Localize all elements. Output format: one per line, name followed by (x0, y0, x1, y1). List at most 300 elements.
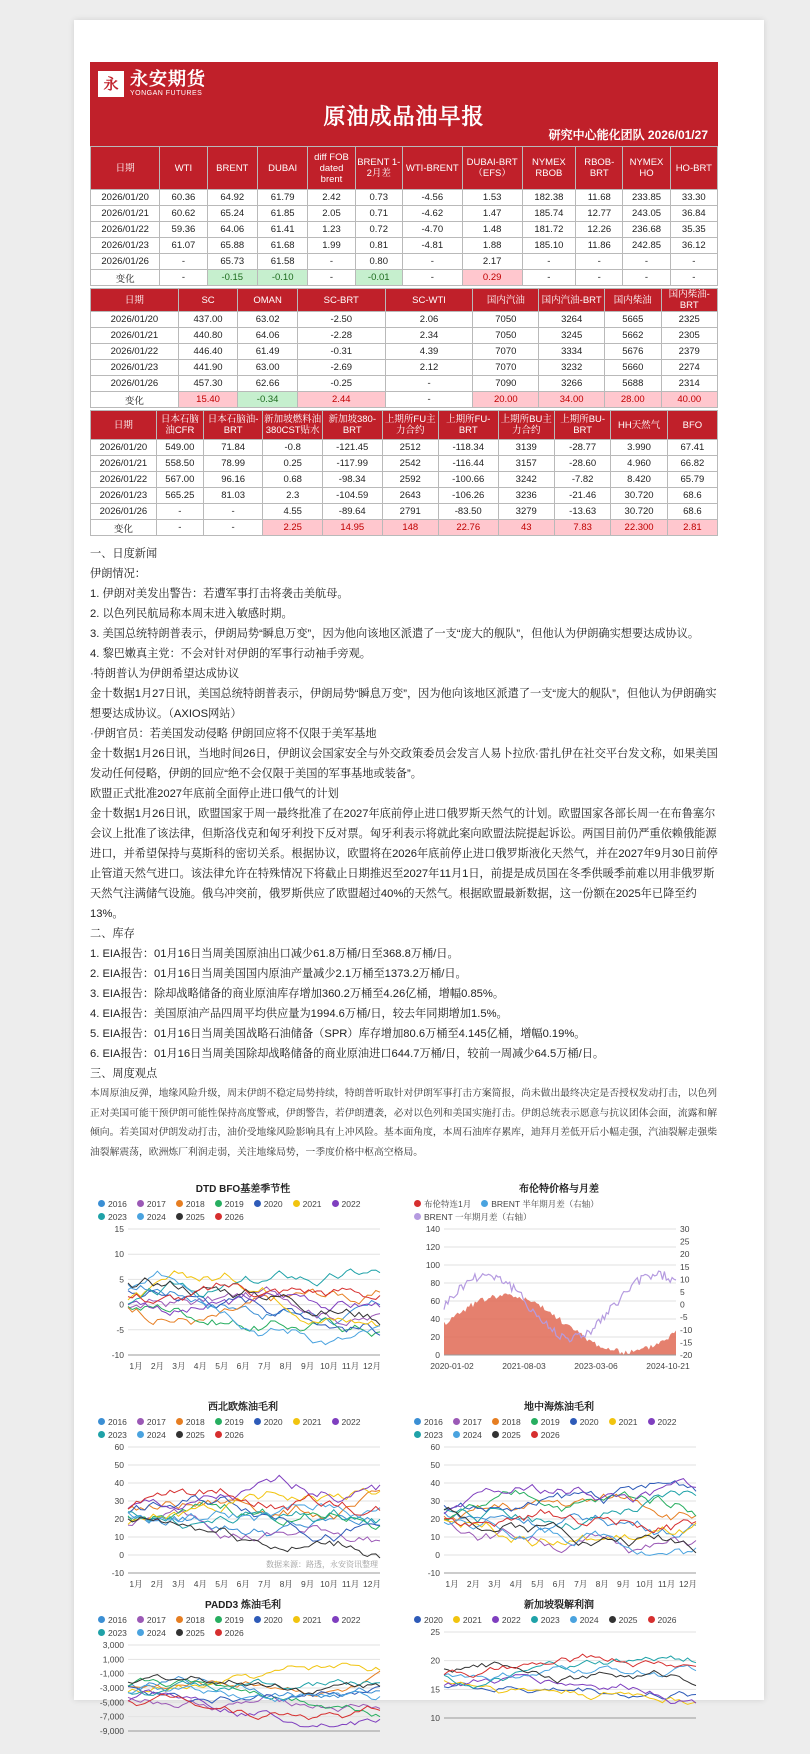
table-cell: 1.88 (462, 238, 522, 254)
change-cell: - (522, 270, 576, 286)
table-cell: 2026/01/26 (91, 376, 179, 392)
domestic-price-table (90, 288, 718, 408)
table-cell: 446.40 (178, 344, 238, 360)
table-cell: 2314 (661, 376, 718, 392)
legend-label: 2016 (108, 1614, 127, 1625)
table-cell: 2.42 (308, 190, 355, 206)
news-section (90, 544, 718, 1162)
table-cell: 2026/01/23 (91, 360, 179, 376)
y-tick-label: 40 (114, 1478, 124, 1488)
column-header: 日本石脑油CFR (156, 411, 203, 440)
legend-swatch (176, 1418, 183, 1425)
chart-source-note: 数据来源：路透，永安资讯整理 (266, 1560, 378, 1569)
x-tick-label: 8月 (595, 1579, 609, 1589)
legend-item (293, 1197, 322, 1210)
table-cell: 7050 (473, 328, 539, 344)
x-tick-label: 3月 (172, 1579, 186, 1589)
y-right-tick-label: 30 (680, 1224, 690, 1234)
x-tick-label: 2月 (466, 1579, 481, 1589)
y-tick-label: -10 (111, 1568, 124, 1578)
table-cell: 59.36 (160, 222, 207, 238)
legend-label: 2019 (224, 1416, 244, 1427)
legend-item (648, 1613, 677, 1626)
x-tick-label: 3月 (172, 1361, 186, 1371)
legend-label: 2024 (462, 1429, 482, 1440)
table-cell: 1.53 (462, 190, 522, 206)
table-cell: - (522, 254, 576, 270)
table-cell: -98.34 (322, 472, 382, 488)
table-cell: 2026/01/22 (91, 472, 157, 488)
chart-plot (414, 1223, 704, 1373)
legend-label: 2017 (146, 1198, 166, 1209)
legend-item (98, 1415, 127, 1428)
legend-swatch (137, 1213, 144, 1220)
series-line (444, 1683, 696, 1700)
table-cell: 12.26 (576, 222, 623, 238)
table-cell: 60.36 (160, 190, 207, 206)
table-cell: 0.72 (355, 222, 402, 238)
table-cell: 441.90 (178, 360, 238, 376)
column-header: 日本石脑油-BRT (203, 411, 263, 440)
table-cell: 8.420 (611, 472, 667, 488)
legend-swatch (648, 1418, 655, 1425)
column-header: 国内柴油 (605, 289, 661, 312)
legend-swatch (215, 1629, 222, 1636)
table-cell: 35.35 (670, 222, 717, 238)
legend-swatch (481, 1200, 488, 1207)
table-cell: 3.990 (611, 440, 667, 456)
table-cell: -2.69 (297, 360, 385, 376)
table-cell: 66.82 (667, 456, 717, 472)
table-cell: 2512 (382, 440, 438, 456)
legend-item (293, 1613, 322, 1626)
table-cell: 3157 (498, 456, 554, 472)
legend-swatch (215, 1431, 222, 1438)
table-cell: 12.77 (576, 206, 623, 222)
legend-label: 2021 (302, 1614, 322, 1625)
column-header: DUBAI (257, 147, 307, 190)
column-header: 国内汽油-BRT (539, 289, 605, 312)
report-title: 原油成品油早报 (323, 104, 485, 129)
report-content (90, 62, 718, 1162)
table-cell: -2.28 (297, 328, 385, 344)
y-tick-label: -1,000 (99, 1668, 124, 1679)
legend-swatch (176, 1431, 183, 1438)
series-area (444, 1293, 676, 1355)
table-cell: 2026/01/22 (91, 222, 160, 238)
chart-title: 新加坡裂解利润 (524, 1600, 594, 1611)
chart-plot (98, 1223, 388, 1373)
legend-label: 2023 (108, 1211, 127, 1222)
crude-price-table (90, 146, 718, 286)
table-cell: 457.30 (178, 376, 238, 392)
y-tick-label: 10 (430, 1713, 440, 1723)
legend-label: 2019 (224, 1614, 244, 1625)
table-cell: 233.85 (623, 190, 670, 206)
change-cell: 40.00 (661, 392, 718, 408)
legend-item (215, 1197, 244, 1210)
legend-label: 2017 (146, 1614, 166, 1625)
chart-title: 布伦特价格与月差 (519, 1184, 599, 1195)
change-cell: - (156, 520, 203, 536)
y-tick-label: 15 (114, 1224, 124, 1234)
y-tick-label: -10 (111, 1350, 124, 1360)
y-tick-label: 25 (430, 1627, 440, 1637)
table-cell: 62.66 (238, 376, 298, 392)
legend-swatch (453, 1616, 460, 1623)
table-cell: -117.99 (322, 456, 382, 472)
table-cell: 5665 (605, 312, 661, 328)
legend-label: 2024 (146, 1211, 166, 1222)
table-row (91, 254, 718, 270)
x-tick-label: 5月 (215, 1579, 229, 1589)
legend-item (570, 1613, 599, 1626)
column-header: 上期所FU-BRT (438, 411, 498, 440)
table-cell: 11.86 (576, 238, 623, 254)
change-cell: 43 (498, 520, 554, 536)
legend-swatch (215, 1213, 222, 1220)
legend-label: 2019 (224, 1198, 244, 1209)
change-cell: 148 (382, 520, 438, 536)
table-cell: -0.8 (263, 440, 323, 456)
legend-swatch (492, 1418, 499, 1425)
report-page (74, 20, 764, 1736)
column-header: OMAN (238, 289, 298, 312)
legend-item (531, 1415, 560, 1428)
legend-item (254, 1197, 283, 1210)
change-cell: - (402, 270, 462, 286)
table-row (91, 312, 718, 328)
table-cell: - (308, 254, 355, 270)
table-cell: -116.44 (438, 456, 498, 472)
x-tick-label: 11月 (657, 1579, 676, 1589)
chart-plot (414, 1626, 704, 1736)
change-row (91, 392, 718, 408)
change-cell: -0.15 (207, 270, 257, 286)
x-tick-label: 12月 (363, 1361, 381, 1371)
y-tick-label: -9,000 (99, 1726, 124, 1736)
table-cell: - (160, 254, 207, 270)
table-row (91, 328, 718, 344)
legend-label: 2025 (185, 1627, 205, 1638)
legend-label: 2022 (501, 1614, 521, 1625)
legend-label: 2016 (108, 1198, 127, 1209)
legend-label: 2018 (185, 1198, 205, 1209)
x-tick-label: 8月 (279, 1361, 293, 1371)
y-tick-label: -5 (116, 1324, 124, 1335)
chart-padd3-margin (98, 1596, 388, 1754)
legend-swatch (137, 1418, 144, 1425)
legend-item (215, 1415, 244, 1428)
table-cell: 3242 (498, 472, 554, 488)
legend-swatch (414, 1200, 421, 1207)
news-title: ·特朗普认为伊朗希望达成协议 (90, 668, 240, 680)
chart-legend (414, 1415, 704, 1441)
change-cell: - (385, 392, 473, 408)
chart-legend (98, 1613, 388, 1639)
legend-item (531, 1613, 560, 1626)
legend-swatch (332, 1616, 339, 1623)
legend-swatch (176, 1629, 183, 1636)
legend-swatch (453, 1418, 460, 1425)
legend-swatch (332, 1418, 339, 1425)
legend-swatch (648, 1616, 655, 1623)
y-tick-label: 10 (114, 1249, 124, 1260)
table-cell: -2.50 (297, 312, 385, 328)
legend-swatch (98, 1200, 105, 1207)
legend-item (254, 1613, 283, 1626)
inventory-item: 2. EIA报告：01月16日当周美国国内原油产量减少2.1万桶至1373.2万桶/日。 (90, 968, 467, 980)
header-banner (90, 62, 718, 146)
table-row (91, 222, 718, 238)
legend-item (137, 1210, 166, 1223)
column-header: 日期 (91, 411, 157, 440)
chart-title: 地中海炼油毛利 (524, 1402, 594, 1413)
change-cell: - (576, 270, 623, 286)
table-cell: 3334 (539, 344, 605, 360)
table-cell: - (203, 504, 263, 520)
legend-label: 2026 (224, 1429, 244, 1440)
table-cell: 1.48 (462, 222, 522, 238)
table-cell: 2542 (382, 456, 438, 472)
table-cell: 64.06 (207, 222, 257, 238)
table-cell: 65.24 (207, 206, 257, 222)
table-cell: -4.62 (402, 206, 462, 222)
legend-item (254, 1415, 283, 1428)
legend-label: 2026 (540, 1429, 560, 1440)
legend-item (332, 1613, 361, 1626)
legend-item (215, 1428, 244, 1441)
table-cell: -89.64 (322, 504, 382, 520)
legend-label: 2018 (185, 1416, 205, 1427)
legend-swatch (531, 1431, 538, 1438)
table-cell: -28.77 (554, 440, 610, 456)
y-tick-label: 20 (430, 1655, 440, 1666)
x-tick-label: 4月 (193, 1579, 207, 1589)
y-tick-label: 50 (430, 1460, 440, 1470)
legend-label: 2023 (540, 1614, 560, 1625)
legend-item (570, 1415, 599, 1428)
legend-swatch (414, 1616, 421, 1623)
column-header: 上期所BU主力合约 (498, 411, 554, 440)
x-tick-label: 6月 (236, 1361, 250, 1371)
table-cell: 2026/01/21 (91, 206, 160, 222)
legend-label: 2022 (341, 1614, 361, 1625)
table-row (91, 440, 718, 456)
table-row (91, 488, 718, 504)
legend-item (481, 1197, 599, 1210)
table-cell: 81.03 (203, 488, 263, 504)
y-tick-label: 40 (430, 1314, 440, 1324)
x-tick-label: 2024-10-21 (646, 1361, 690, 1371)
legend-swatch (176, 1213, 183, 1220)
legend-label: 2023 (108, 1429, 127, 1440)
table-cell: 567.00 (156, 472, 203, 488)
table-cell: 65.73 (207, 254, 257, 270)
y-tick-label: 120 (425, 1242, 440, 1252)
table-cell: 61.79 (257, 190, 307, 206)
column-header: BFO (667, 411, 717, 440)
legend-label: 2023 (108, 1627, 127, 1638)
y-tick-label: 1,000 (102, 1654, 124, 1665)
legend-item (453, 1613, 482, 1626)
table-row (91, 376, 718, 392)
chart-title: 西北欧炼油毛利 (208, 1402, 278, 1413)
table-cell: 61.41 (257, 222, 307, 238)
legend-item (137, 1626, 166, 1639)
x-tick-label: 9月 (617, 1579, 631, 1589)
chart-title: PADD3 炼油毛利 (205, 1600, 281, 1611)
table-cell: 5662 (605, 328, 661, 344)
change-cell: -0.10 (257, 270, 307, 286)
series-line (444, 1654, 696, 1677)
table-cell: 7090 (473, 376, 539, 392)
table-cell: 0.68 (263, 472, 323, 488)
change-label: 变化 (91, 520, 157, 536)
change-cell: 20.00 (473, 392, 539, 408)
x-tick-label: 10月 (636, 1579, 655, 1589)
legend-item (609, 1613, 638, 1626)
table-row (91, 504, 718, 520)
legend-swatch (98, 1431, 105, 1438)
y-right-tick-label: 25 (680, 1236, 690, 1247)
legend-label: 2026 (657, 1614, 677, 1625)
legend-label: 2022 (657, 1416, 677, 1427)
y-tick-label: 30 (430, 1496, 440, 1506)
weekly-view-body: 本周原油反弹，地缘风险升级，周末伊朗不稳定局势持续，特朗普听取针对伊朗军事打击方案简报，尚未做出最终决定是否授权发动打击，以色列正对美国可能干预伊朗可能性保持高度警戒，伊朗警告，若伊朗遭袭，必对以色列和美国实施打击。伊朗总统表示愿意与抗议团体会面，流露和解倾向。若美国对伊朗发动打击，油价受地缘风险影响具有上冲风险。基本面角度，本周石油库存累库，迪拜月差低开后小幅走强，汽油裂解走强柴油裂解震荡，欧洲炼厂利润走弱，关注地缘局势，一季度价格中枢高空格局。 (90, 1088, 717, 1158)
table-cell: 440.80 (178, 328, 238, 344)
column-header: 日期 (91, 147, 160, 190)
legend-item (176, 1613, 205, 1626)
column-header: RBOB-BRT (576, 147, 623, 190)
table-cell: 2274 (661, 360, 718, 376)
column-header: WTI (160, 147, 207, 190)
fuel-oil-price-table (90, 410, 718, 536)
table-cell: 2026/01/20 (91, 312, 179, 328)
column-header: 上期所BU-BRT (554, 411, 610, 440)
table-cell: 2.3 (263, 488, 323, 504)
y-tick-label: -10 (427, 1568, 440, 1578)
column-header: NYMEX RBOB (522, 147, 576, 190)
x-tick-label: 6月 (552, 1579, 566, 1589)
series-line (444, 1510, 696, 1533)
legend-label: 2026 (224, 1627, 244, 1638)
legend-item (215, 1210, 244, 1223)
table-cell: 2026/01/23 (91, 238, 160, 254)
column-header: NYMEX HO (623, 147, 670, 190)
x-tick-label: 1月 (129, 1361, 143, 1371)
y-right-tick-label: -5 (680, 1312, 688, 1323)
x-tick-label: 3月 (488, 1579, 502, 1589)
legend-swatch (453, 1431, 460, 1438)
y-tick-label: 5 (119, 1274, 124, 1285)
legend-item (609, 1415, 638, 1428)
table-cell: 30.720 (611, 488, 667, 504)
news-body: 金十数据1月27日讯，美国总统特朗普表示，伊朗局势“瞬息万变”，因为他向该地区派遣了一支“庞大的舰队”，但他认为伊朗确实想要达成协议。（AXIOS网站） (90, 688, 717, 720)
change-cell: 0.29 (462, 270, 522, 286)
table-cell: -7.82 (554, 472, 610, 488)
legend-item (648, 1415, 677, 1428)
change-cell: 2.44 (297, 392, 385, 408)
table-cell: 549.00 (156, 440, 203, 456)
change-cell: 2.81 (667, 520, 717, 536)
table-cell: 2026/01/26 (91, 504, 157, 520)
change-cell: 22.300 (611, 520, 667, 536)
change-row (91, 520, 718, 536)
table-cell: - (576, 254, 623, 270)
table-cell: 0.80 (355, 254, 402, 270)
table-cell: -100.66 (438, 472, 498, 488)
column-header: WTI-BRENT (402, 147, 462, 190)
chart-plot (98, 1441, 388, 1591)
legend-item (137, 1428, 166, 1441)
legend-item (98, 1626, 127, 1639)
x-tick-label: 10月 (320, 1579, 339, 1589)
column-header: SC-WTI (385, 289, 473, 312)
y-tick-label: 50 (114, 1460, 124, 1470)
table-cell: 30.720 (611, 504, 667, 520)
iran-heading: 伊朗情况： (90, 568, 146, 580)
y-tick-label: 20 (430, 1332, 440, 1342)
table-cell: 558.50 (156, 456, 203, 472)
y-right-tick-label: 0 (680, 1299, 685, 1310)
table-cell: 7070 (473, 344, 539, 360)
legend-swatch (98, 1616, 105, 1623)
legend-label: 2024 (146, 1429, 166, 1440)
legend-item (215, 1613, 244, 1626)
table-cell: 437.00 (178, 312, 238, 328)
legend-swatch (254, 1418, 261, 1425)
legend-item (98, 1197, 127, 1210)
x-tick-label: 6月 (236, 1579, 250, 1589)
table-cell: 2026/01/20 (91, 440, 157, 456)
legend-label: 2025 (501, 1429, 521, 1440)
column-header: HH天然气 (611, 411, 667, 440)
table-cell: 2379 (661, 344, 718, 360)
column-header: BRENT (207, 147, 257, 190)
series-line (128, 1475, 380, 1509)
table-cell: 3139 (498, 440, 554, 456)
legend-label: 2021 (618, 1416, 638, 1427)
table-cell: 61.49 (238, 344, 298, 360)
legend-item (293, 1415, 322, 1428)
y-tick-label: 80 (430, 1278, 440, 1288)
legend-swatch (98, 1418, 105, 1425)
x-tick-label: 1月 (445, 1579, 459, 1589)
y-tick-label: -3,000 (99, 1683, 124, 1693)
table-cell: 242.85 (623, 238, 670, 254)
y-tick-label: 20 (114, 1514, 124, 1524)
legend-swatch (254, 1616, 261, 1623)
table-cell: 64.06 (238, 328, 298, 344)
legend-swatch (332, 1200, 339, 1207)
y-tick-label: 60 (430, 1442, 440, 1452)
change-cell: - (203, 520, 263, 536)
y-tick-label: 3,000 (102, 1640, 124, 1650)
y-tick-label: 0 (119, 1550, 124, 1560)
legend-label: 2025 (618, 1614, 638, 1625)
inventory-item: 4. EIA报告：美国原油产品四周平均供应量为1994.6万桶/日，较去年同期增加1.5%。 (90, 1008, 508, 1020)
y-tick-label: 20 (430, 1514, 440, 1524)
series-line (128, 1271, 380, 1344)
table-cell: 7070 (473, 360, 539, 376)
change-cell: - (623, 270, 670, 286)
legend-item (453, 1428, 482, 1441)
change-cell: 15.40 (178, 392, 238, 408)
legend-item (98, 1428, 127, 1441)
chart-plot (414, 1441, 704, 1591)
table-cell: 2026/01/21 (91, 328, 179, 344)
